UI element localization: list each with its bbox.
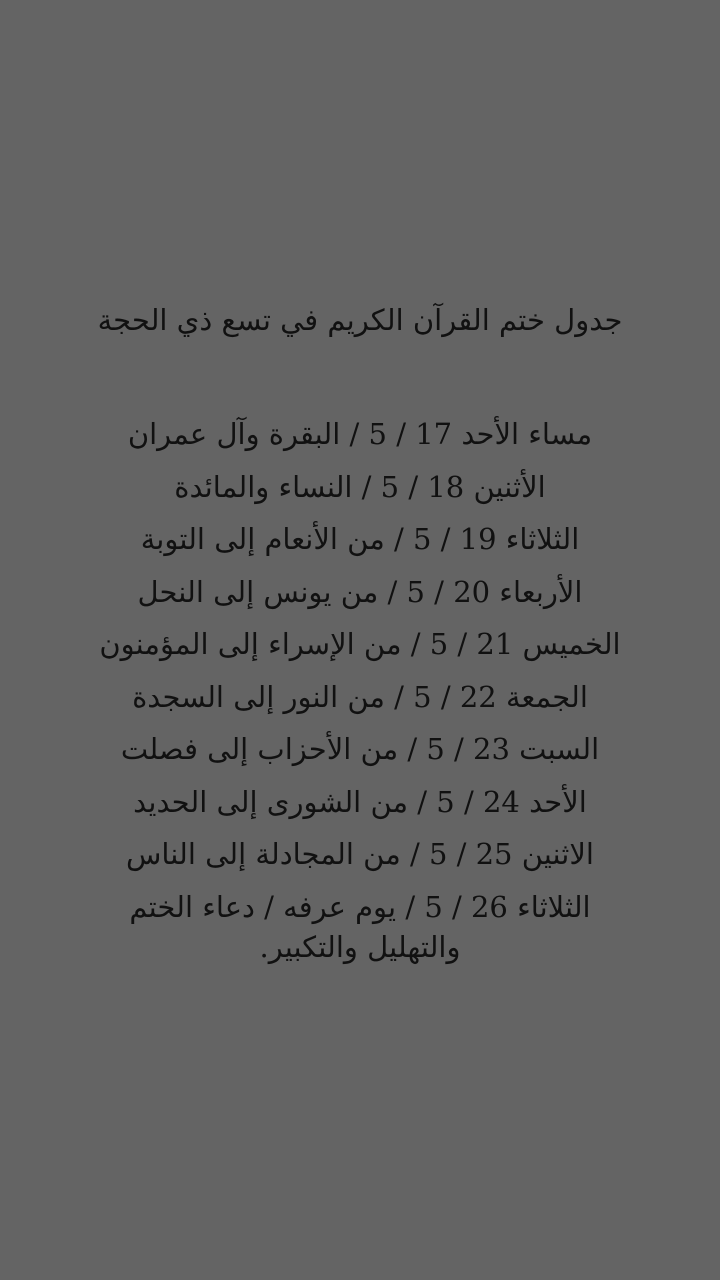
schedule-item-monday-2 <box>0 828 720 881</box>
schedule-item-text: الجمعة 22 / 5 / من النور إلى السجدة <box>132 679 588 714</box>
schedule-item-sunday-2 <box>0 776 720 829</box>
schedule-item-text: مساء الأحد 17 / 5 / البقرة وآل عمران <box>127 417 593 451</box>
page-title: جدول ختم القرآن الكريم في تسع ذي الحجة <box>97 303 623 337</box>
schedule-item-wednesday <box>0 566 720 619</box>
schedule-item-text: الخميس 21 / 5 / من الإسراء إلى المؤمنون <box>99 627 621 661</box>
schedule-item-tuesday <box>0 513 720 566</box>
schedule-item-text: السبت 23 / 5 / من الأحزاب إلى فصلت <box>120 732 600 766</box>
schedule-item-saturday <box>0 723 720 776</box>
schedule-item-text: الاثنين 25 / 5 / من المجادلة إلى الناس <box>126 837 594 871</box>
schedule-item-monday <box>0 461 720 514</box>
schedule-item-thursday <box>0 618 720 671</box>
schedule-item-sunday <box>0 408 720 461</box>
schedule-item-continuation: والتهليل والتكبير. <box>259 930 461 964</box>
khatm-schedule-list <box>0 408 720 969</box>
schedule-item-friday <box>0 671 720 724</box>
schedule-item-tuesday-arafah <box>0 881 720 970</box>
schedule-item-text: الثلاثاء 19 / 5 / من الأنعام إلى التوبة <box>140 522 580 556</box>
schedule-item-text: الأربعاء 20 / 5 / من يونس إلى النحل <box>137 574 583 609</box>
schedule-item-text: الأحد 24 / 5 / من الشورى إلى الحديد <box>133 784 587 819</box>
schedule-item-text: الثلاثاء 26 / 5 / يوم عرفه / دعاء الختم <box>129 889 591 924</box>
schedule-item-text: الأثنين 18 / 5 / النساء والمائدة <box>174 469 546 504</box>
